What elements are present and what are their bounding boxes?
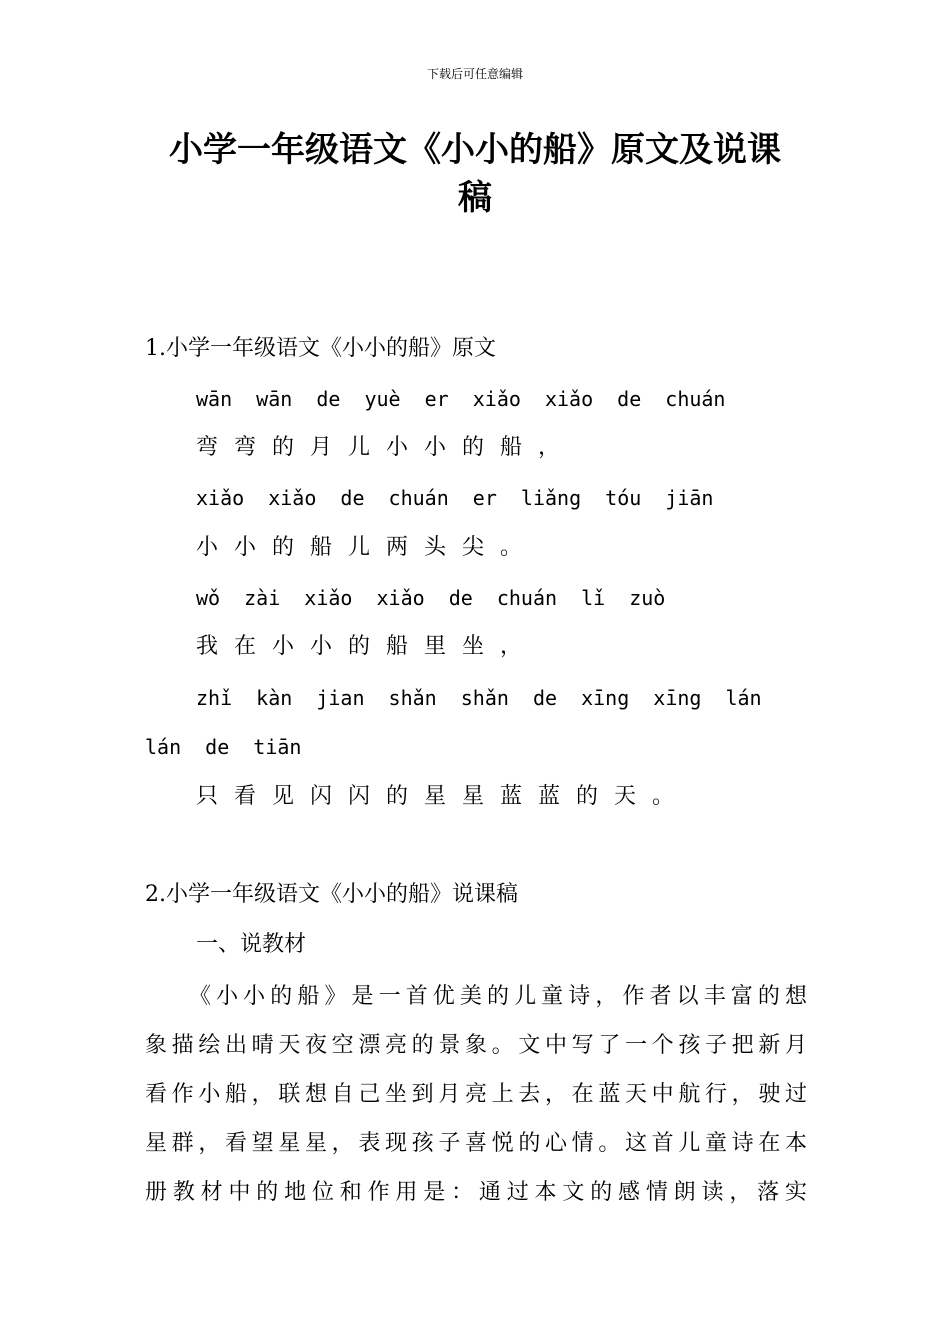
poem-pinyin-line-2: xiǎo xiǎo de chuán er liǎng tóu jiān (196, 486, 714, 510)
section2-heading: 2.小学一年级语文《小小的船》说课稿 (145, 882, 518, 907)
poem-hanzi-line-2: 小小的船儿两头尖。 (196, 535, 539, 560)
poem-pinyin-line-4: zhǐ kàn jian shǎn shǎn de xīng xīng lán (196, 686, 762, 710)
poem-pinyin-line-4-cont: lán de tiān (145, 735, 302, 759)
header-note: 下载后可任意编辑 (426, 67, 523, 81)
paragraph-line: 星群，看望星星，表现孩子喜悦的心情。这首儿童诗在本 (145, 1131, 807, 1156)
paragraph-line: 册教材中的地位和作用是：通过本文的感情朗读，落实 (145, 1180, 807, 1205)
poem-hanzi-line-3: 我在小小的船里坐， (196, 634, 539, 659)
paragraph-line: 看作小船，联想自己坐到月亮上去，在蓝天中航行，驶过 (145, 1082, 807, 1107)
section2-subheading: 一、说教材 (196, 932, 307, 957)
body-paragraph (145, 972, 807, 1217)
section1-heading: 1.小学一年级语文《小小的船》原文 (145, 336, 496, 361)
title-line-2: 稿 (458, 178, 492, 218)
document-title (0, 126, 950, 222)
poem-pinyin-line-1: wān wān de yuè er xiǎo xiǎo de chuán (196, 387, 726, 411)
paragraph-line: 《小小的船》是一首优美的儿童诗，作者以丰富的想 (189, 984, 807, 1009)
paragraph-line: 象描绘出晴天夜空漂亮的景象。文中写了一个孩子把新月 (145, 1033, 807, 1058)
poem-hanzi-line-4: 只看见闪闪的星星蓝蓝的天。 (196, 784, 691, 809)
title-line-1: 小学一年级语文《小小的船》原文及说课 (169, 130, 781, 170)
poem-pinyin-line-3: wǒ zài xiǎo xiǎo de chuán lǐ zuò (196, 586, 666, 610)
poem-hanzi-line-1: 弯弯的月儿小小的船， (196, 435, 577, 460)
